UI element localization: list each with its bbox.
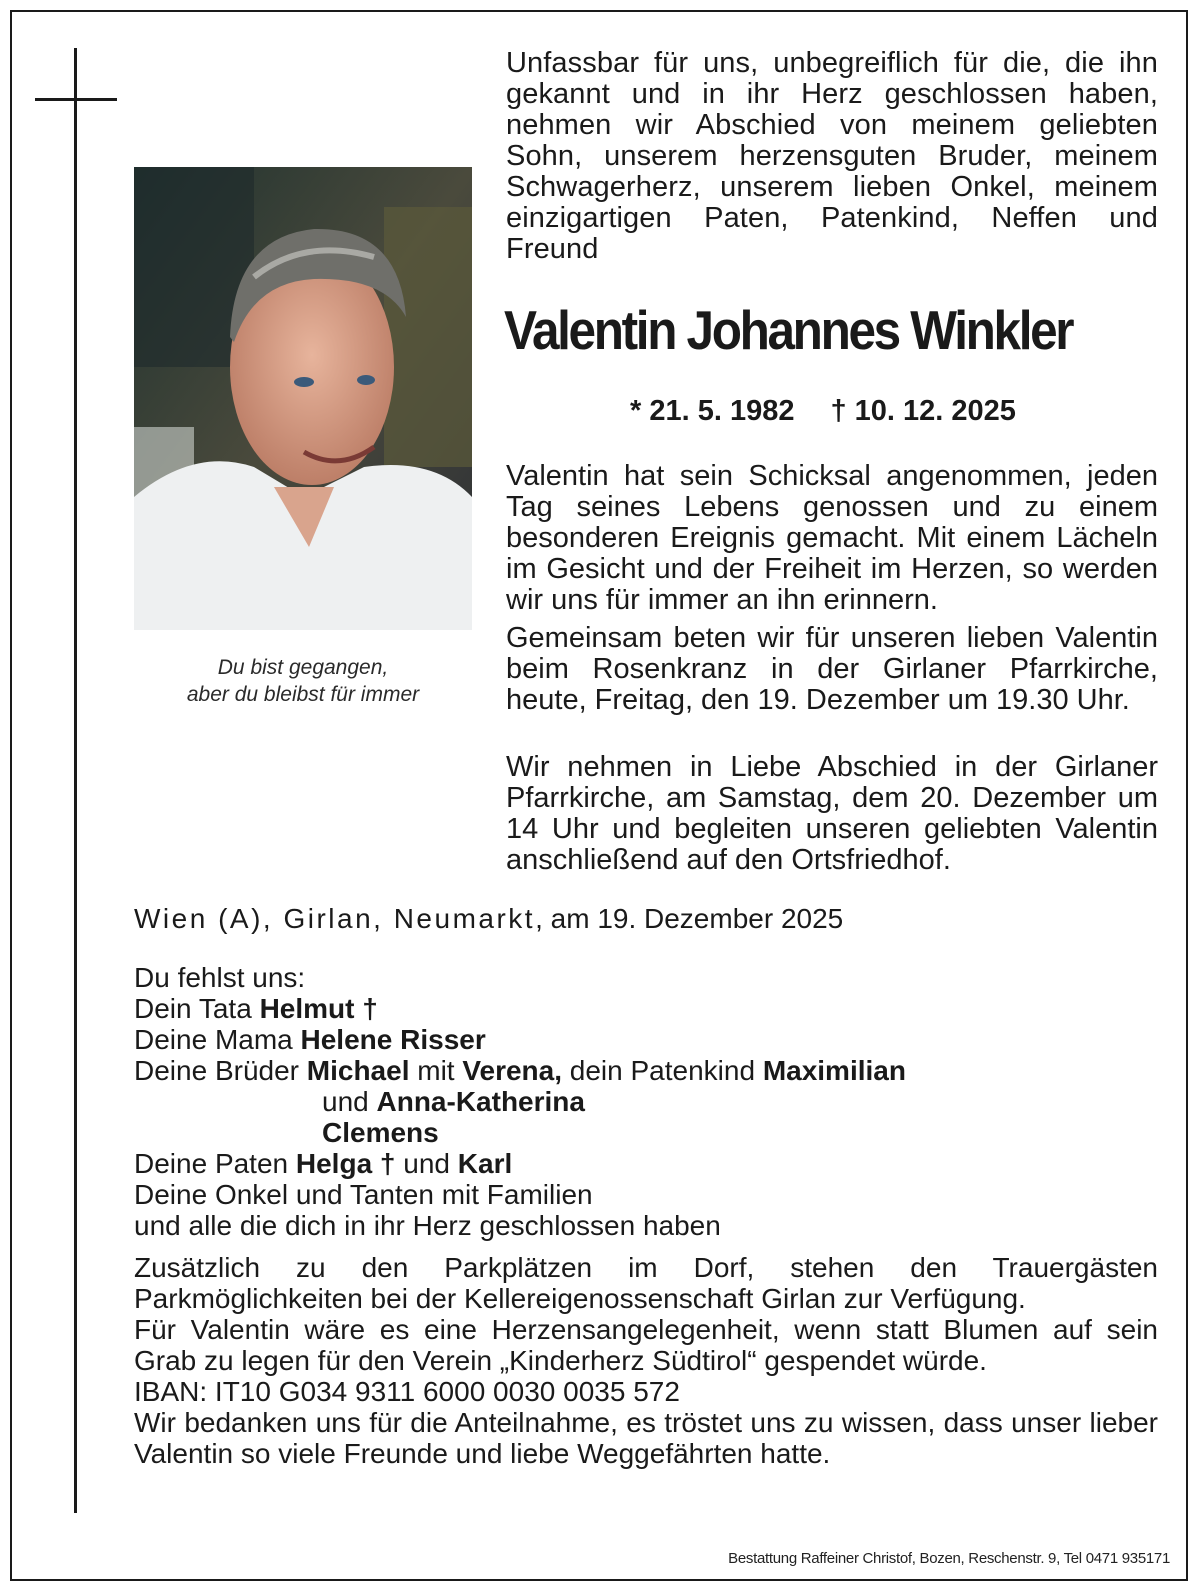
- brother-2: Clemens: [322, 1117, 439, 1148]
- with-word: mit: [409, 1055, 463, 1086]
- deceased-name: Valentin Johannes Winkler: [504, 299, 1073, 361]
- godchild-name: Maximilian: [762, 1055, 906, 1086]
- godparents-and: und: [395, 1148, 458, 1179]
- birth-date: * 21. 5. 1982: [630, 395, 795, 427]
- undertaker-footer: Bestattung Raffeiner Christof, Bozen, Reschenstr. 9, Tel 0471 935171: [728, 1550, 1170, 1567]
- family-all: und alle die dich in ihr Herz geschlossen haben: [134, 1210, 721, 1241]
- photo-caption: [134, 654, 472, 708]
- note-donation: [134, 1314, 1158, 1407]
- life-dates: [630, 395, 1016, 428]
- places: Wien (A), Girlan, Neumarkt: [134, 903, 536, 934]
- paragraph-funeral: Wir nehmen in Liebe Abschied in der Girlaner Pfarrkirche, am Samstag, dem 20. Dezember um 14 Uhr und begleiten unseren geliebten Valentin anschließend auf den Ortsfriedhof.: [506, 751, 1158, 876]
- family-godparents: [134, 1148, 906, 1179]
- intro-text: Unfassbar für uns, unbegreiflich für die, die ihn gekannt und in ihr Herz geschlossen haben, nehmen wir Abschied von meinem geliebten Sohn, unserem herzensguten Bruder, meinem Schwagerherz, unserem lieben Onkel, meinem einzigartigen Paten, Patenkind, Neffen und Freund: [506, 47, 1158, 265]
- donation-iban: IBAN: IT10 G034 9311 6000 0030 0035 572: [134, 1376, 680, 1407]
- note-thanks: Wir bedanken uns für die Anteilnahme, es tröstet uns zu wissen, dass unser lieber Valentin so viele Freunde und liebe Weggefährten hatte.: [134, 1407, 1158, 1469]
- death-date: † 10. 12. 2025: [830, 395, 1016, 427]
- brother-1: Michael: [306, 1055, 410, 1086]
- donation-text: Für Valentin wäre es eine Herzensangelegenheit, wenn statt Blumen auf sein Grab zu legen für den Verein „Kinderherz Südtirol“ gespendet würde.: [134, 1314, 1158, 1376]
- caption-line-2: aber du bleibst für immer: [186, 683, 420, 706]
- family-tata: [134, 993, 906, 1024]
- family-uncles: Deine Onkel und Tanten mit Familien: [134, 1179, 593, 1210]
- family-list: [134, 962, 906, 1241]
- godparent-1: Helga †: [295, 1148, 396, 1179]
- paragraph-life: Valentin hat sein Schicksal angenommen, jeden Tag seines Lebens genossen und zu einem besonderen Ereignis gemacht. Mit einem Lächeln im Gesicht und der Freiheit im Herzen, so werden wir uns für immer an ihn erinnern.: [506, 460, 1158, 616]
- family-mama: [134, 1024, 906, 1055]
- godchild-prefix: dein Patenkind: [562, 1055, 763, 1086]
- family-brother-2: [134, 1117, 906, 1148]
- paragraph-rosary: Gemeinsam beten wir für unseren lieben Valentin beim Rosenkranz in der Girlaner Pfarrkirche, heute, Freitag, den 19. Dezember um 19.30 Uhr.: [506, 622, 1158, 716]
- tata-name: Helmut †: [259, 993, 378, 1024]
- portrait-illustration: [134, 167, 472, 630]
- family-heading: Du fehlst uns:: [134, 962, 306, 993]
- note-parking: Zusätzlich zu den Parkplätzen im Dorf, stehen den Trauergästen Parkmöglichkeiten bei der Kellereigenossenschaft Girlan zur Verfügung.: [134, 1252, 1158, 1314]
- date: , am 19. Dezember 2025: [535, 903, 844, 934]
- cross-icon-bar: [35, 98, 117, 101]
- mama-name: Helene Risser: [300, 1024, 486, 1055]
- and-word: und: [322, 1086, 377, 1117]
- place-date: [134, 903, 843, 935]
- godchild-2-name: Anna-Katherina: [376, 1086, 585, 1117]
- tata-prefix: Dein Tata: [134, 993, 260, 1024]
- godparents-prefix: Deine Paten: [134, 1148, 296, 1179]
- brothers-prefix: Deine Brüder: [134, 1055, 307, 1086]
- mama-prefix: Deine Mama: [134, 1024, 301, 1055]
- family-godchild-2: [134, 1086, 906, 1117]
- cross-icon: [74, 48, 77, 1513]
- caption-line-1: Du bist gegangen,: [217, 656, 389, 679]
- godparent-2: Karl: [457, 1148, 513, 1179]
- partner-1: Verena,: [462, 1055, 562, 1086]
- portrait-photo: [134, 167, 472, 630]
- family-brothers: [134, 1055, 906, 1086]
